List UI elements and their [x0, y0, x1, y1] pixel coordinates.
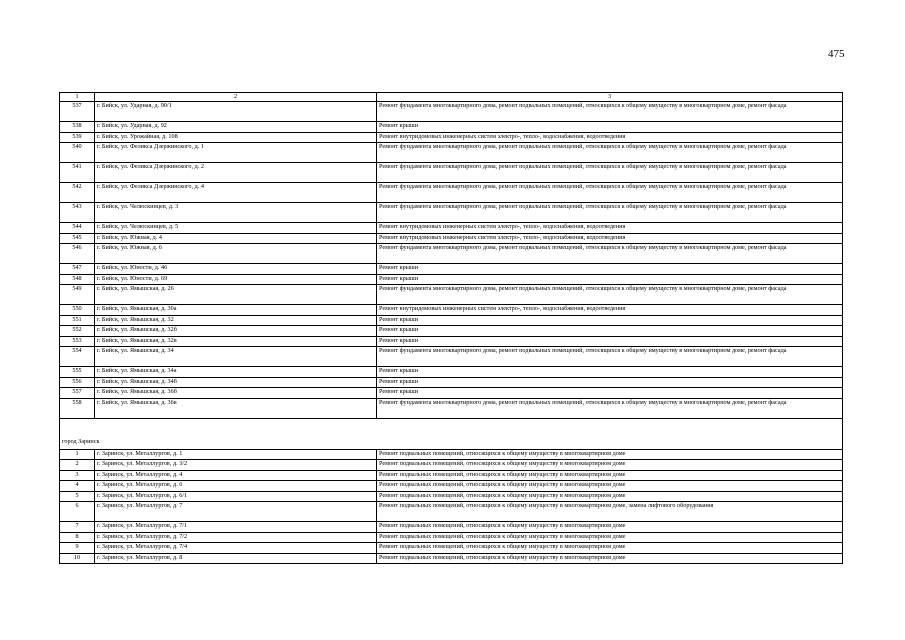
- row-number: 547: [60, 264, 95, 275]
- table-header-row: [60, 93, 843, 102]
- row-address: г. Заринск, ул. Металлургов, д. 8: [95, 553, 377, 564]
- row-work-type: Ремонт фундамента многоквартирного дома, ремонт подвальных помещений, относящихся к общему имуществу в многоквартирном доме, ремонт фасада: [377, 163, 843, 183]
- row-number: 545: [60, 233, 95, 244]
- table-row: [60, 522, 843, 533]
- row-number: 557: [60, 388, 95, 399]
- row-work-type: Ремонт крыши: [377, 388, 843, 399]
- row-address: г. Бийск, ул. Ямышская, д. 36б: [95, 388, 377, 399]
- row-address: г. Бийск, ул. Ямышская, д. 30а: [95, 305, 377, 316]
- row-work-type: Ремонт крыши: [377, 336, 843, 347]
- row-work-type: Ремонт внутридомовых инженерных систем электро-, тепло-, водоснабжения, водоотведения: [377, 305, 843, 316]
- table-row: [60, 491, 843, 502]
- row-work-type: Ремонт крыши: [377, 367, 843, 378]
- row-number: 3: [60, 470, 95, 481]
- row-number: 544: [60, 223, 95, 234]
- row-work-type: Ремонт подвальных помещений, относящихся к общему имуществу в многоквартирном доме: [377, 543, 843, 554]
- row-number: 540: [60, 143, 95, 163]
- row-work-type: Ремонт фундамента многоквартирного дома, ремонт подвальных помещений, относящихся к общему имуществу в многоквартирном доме, ремонт фасада: [377, 285, 843, 305]
- row-work-type: Ремонт подвальных помещений, относящихся к общему имуществу в многоквартирном доме: [377, 460, 843, 471]
- row-work-type: Ремонт фундамента многоквартирного дома, ремонт подвальных помещений, относящихся к общему имуществу в многоквартирном доме, ремонт фасада: [377, 347, 843, 367]
- table-row: [60, 233, 843, 244]
- row-address: г. Заринск, ул. Металлургов, д. 4: [95, 470, 377, 481]
- table-row: [60, 244, 843, 264]
- row-address: г. Бийск, ул. Ямышская, д. 36в: [95, 398, 377, 418]
- table-row: [60, 543, 843, 554]
- row-number: 548: [60, 274, 95, 285]
- table-row: [60, 377, 843, 388]
- row-address: г. Заринск, ул. Металлургов, д. 3/2: [95, 460, 377, 471]
- table-row: [60, 553, 843, 564]
- row-work-type: Ремонт подвальных помещений, относящихся к общему имуществу в многоквартирном доме: [377, 522, 843, 533]
- table-row: [60, 305, 843, 316]
- row-number: 9: [60, 543, 95, 554]
- table-row: [60, 367, 843, 378]
- row-number: 554: [60, 347, 95, 367]
- table-row: [60, 398, 843, 418]
- table-row: [60, 326, 843, 337]
- row-work-type: Ремонт крыши: [377, 377, 843, 388]
- row-number: 539: [60, 132, 95, 143]
- row-work-type: Ремонт внутридомовых инженерных систем электро-, тепло-, водоснабжения, водоотведения: [377, 223, 843, 234]
- row-work-type: Ремонт фундамента многоквартирного дома, ремонт подвальных помещений, относящихся к общему имуществу в многоквартирном доме, ремонт фасада: [377, 244, 843, 264]
- row-address: г. Бийск, ул. Ямышская, д. 26: [95, 285, 377, 305]
- column-header-address: 2: [95, 93, 377, 102]
- row-address: г. Бийск, ул. Ямышская, д. 32б: [95, 326, 377, 337]
- table-row: [60, 481, 843, 492]
- table-row: [60, 460, 843, 471]
- row-address: г. Бийск, ул. Юности, д. 69: [95, 274, 377, 285]
- row-address: г. Заринск, ул. Металлургов, д. 6: [95, 481, 377, 492]
- table-row: [60, 143, 843, 163]
- table-row: [60, 449, 843, 460]
- page-number: 475: [828, 48, 845, 60]
- row-address: г. Бийск, ул. Ямышская, д. 32: [95, 315, 377, 326]
- row-number: 537: [60, 102, 95, 122]
- row-work-type: Ремонт фундамента многоквартирного дома, ремонт подвальных помещений, относящихся к общему имуществу в многоквартирном доме, ремонт фасада: [377, 102, 843, 122]
- row-work-type: Ремонт крыши: [377, 274, 843, 285]
- row-address: г. Заринск, ул. Металлургов, д. 1: [95, 449, 377, 460]
- row-work-type: Ремонт фундамента многоквартирного дома, ремонт подвальных помещений, относящихся к общему имуществу в многоквартирном доме, ремонт фасада: [377, 398, 843, 418]
- section-title: город Заринск: [60, 418, 843, 449]
- row-address: г. Бийск, ул. Ударная, д. 90/1: [95, 102, 377, 122]
- table-row: [60, 285, 843, 305]
- row-work-type: Ремонт подвальных помещений, относящихся к общему имуществу в многоквартирном доме: [377, 470, 843, 481]
- row-number: 558: [60, 398, 95, 418]
- row-work-type: Ремонт крыши: [377, 326, 843, 337]
- row-number: 543: [60, 203, 95, 223]
- table-row: [60, 470, 843, 481]
- row-address: г. Бийск, ул. Феликса Дзержинского, д. 4: [95, 183, 377, 203]
- row-work-type: Ремонт подвальных помещений, относящихся к общему имуществу в многоквартирном доме: [377, 532, 843, 543]
- row-address: г. Заринск, ул. Металлургов, д. 7: [95, 502, 377, 522]
- row-work-type: Ремонт фундамента многоквартирного дома, ремонт подвальных помещений, относящихся к общему имуществу в многоквартирном доме, ремонт фасада: [377, 143, 843, 163]
- table-row: [60, 532, 843, 543]
- row-work-type: Ремонт подвальных помещений, относящихся к общему имуществу в многоквартирном доме, замена лифтового оборудования: [377, 502, 843, 522]
- row-number: 551: [60, 315, 95, 326]
- table-row: [60, 336, 843, 347]
- row-address: г. Заринск, ул. Металлургов, д. 7/1: [95, 522, 377, 533]
- row-number: 549: [60, 285, 95, 305]
- table-row: [60, 132, 843, 143]
- row-number: 542: [60, 183, 95, 203]
- row-address: г. Бийск, ул. Челюскинцев, д. 3: [95, 203, 377, 223]
- row-work-type: Ремонт подвальных помещений, относящихся к общему имуществу в многоквартирном доме: [377, 449, 843, 460]
- row-address: г. Заринск, ул. Металлургов, д. 7/2: [95, 532, 377, 543]
- row-number: 8: [60, 532, 95, 543]
- table-row: [60, 163, 843, 183]
- table-row: [60, 223, 843, 234]
- row-number: 2: [60, 460, 95, 471]
- row-address: г. Бийск, ул. Феликса Дзержинского, д. 1: [95, 143, 377, 163]
- row-work-type: Ремонт фундамента многоквартирного дома, ремонт подвальных помещений, относящихся к общему имуществу в многоквартирном доме, ремонт фасада: [377, 203, 843, 223]
- table-row: [60, 502, 843, 522]
- row-number: 4: [60, 481, 95, 492]
- row-address: г. Бийск, ул. Челюскинцев, д. 5: [95, 223, 377, 234]
- row-address: г. Бийск, ул. Южная, д. 6: [95, 244, 377, 264]
- row-work-type: Ремонт крыши: [377, 264, 843, 275]
- column-header-work: 3: [377, 93, 843, 102]
- row-work-type: Ремонт подвальных помещений, относящихся к общему имуществу в многоквартирном доме: [377, 481, 843, 492]
- row-number: 552: [60, 326, 95, 337]
- registry-table: [59, 92, 843, 564]
- row-address: г. Заринск, ул. Металлургов, д. 6/1: [95, 491, 377, 502]
- section-row: [60, 418, 843, 449]
- row-address: г. Бийск, ул. Ямышская, д. 34: [95, 347, 377, 367]
- row-number: 1: [60, 449, 95, 460]
- column-header-number: 1: [60, 93, 95, 102]
- row-number: 541: [60, 163, 95, 183]
- row-number: 6: [60, 502, 95, 522]
- row-address: г. Бийск, ул. Юности, д. 46: [95, 264, 377, 275]
- row-number: 550: [60, 305, 95, 316]
- row-number: 546: [60, 244, 95, 264]
- row-address: г. Бийск, ул. Ямышская, д. 34а: [95, 367, 377, 378]
- table-row: [60, 274, 843, 285]
- row-work-type: Ремонт подвальных помещений, относящихся к общему имуществу в многоквартирном доме: [377, 553, 843, 564]
- row-address: г. Бийск, ул. Ударная, д. 92: [95, 122, 377, 133]
- row-number: 10: [60, 553, 95, 564]
- row-work-type: Ремонт крыши: [377, 315, 843, 326]
- row-number: 538: [60, 122, 95, 133]
- row-number: 556: [60, 377, 95, 388]
- row-work-type: Ремонт внутридомовых инженерных систем электро-, тепло-, водоснабжения, водоотведения: [377, 233, 843, 244]
- table-row: [60, 183, 843, 203]
- row-address: г. Бийск, ул. Урожайная, д. 108: [95, 132, 377, 143]
- row-address: г. Заринск, ул. Металлургов, д. 7/4: [95, 543, 377, 554]
- table-row: [60, 122, 843, 133]
- table-row: [60, 264, 843, 275]
- table-row: [60, 102, 843, 122]
- row-number: 7: [60, 522, 95, 533]
- table-row: [60, 388, 843, 399]
- table-row: [60, 315, 843, 326]
- table-row: [60, 203, 843, 223]
- row-address: г. Бийск, ул. Феликса Дзержинского, д. 2: [95, 163, 377, 183]
- table-row: [60, 347, 843, 367]
- row-number: 555: [60, 367, 95, 378]
- row-work-type: Ремонт фундамента многоквартирного дома, ремонт подвальных помещений, относящихся к общему имуществу в многоквартирном доме, ремонт фасада: [377, 183, 843, 203]
- row-address: г. Бийск, ул. Ямышская, д. 34б: [95, 377, 377, 388]
- row-work-type: Ремонт подвальных помещений, относящихся к общему имуществу в многоквартирном доме: [377, 491, 843, 502]
- row-number: 5: [60, 491, 95, 502]
- row-address: г. Бийск, ул. Южная, д. 4: [95, 233, 377, 244]
- row-work-type: Ремонт крыши: [377, 122, 843, 133]
- row-work-type: Ремонт внутридомовых инженерных систем электро-, тепло-, водоснабжения, водоотведения: [377, 132, 843, 143]
- row-address: г. Бийск, ул. Ямышская, д. 32в: [95, 336, 377, 347]
- row-number: 553: [60, 336, 95, 347]
